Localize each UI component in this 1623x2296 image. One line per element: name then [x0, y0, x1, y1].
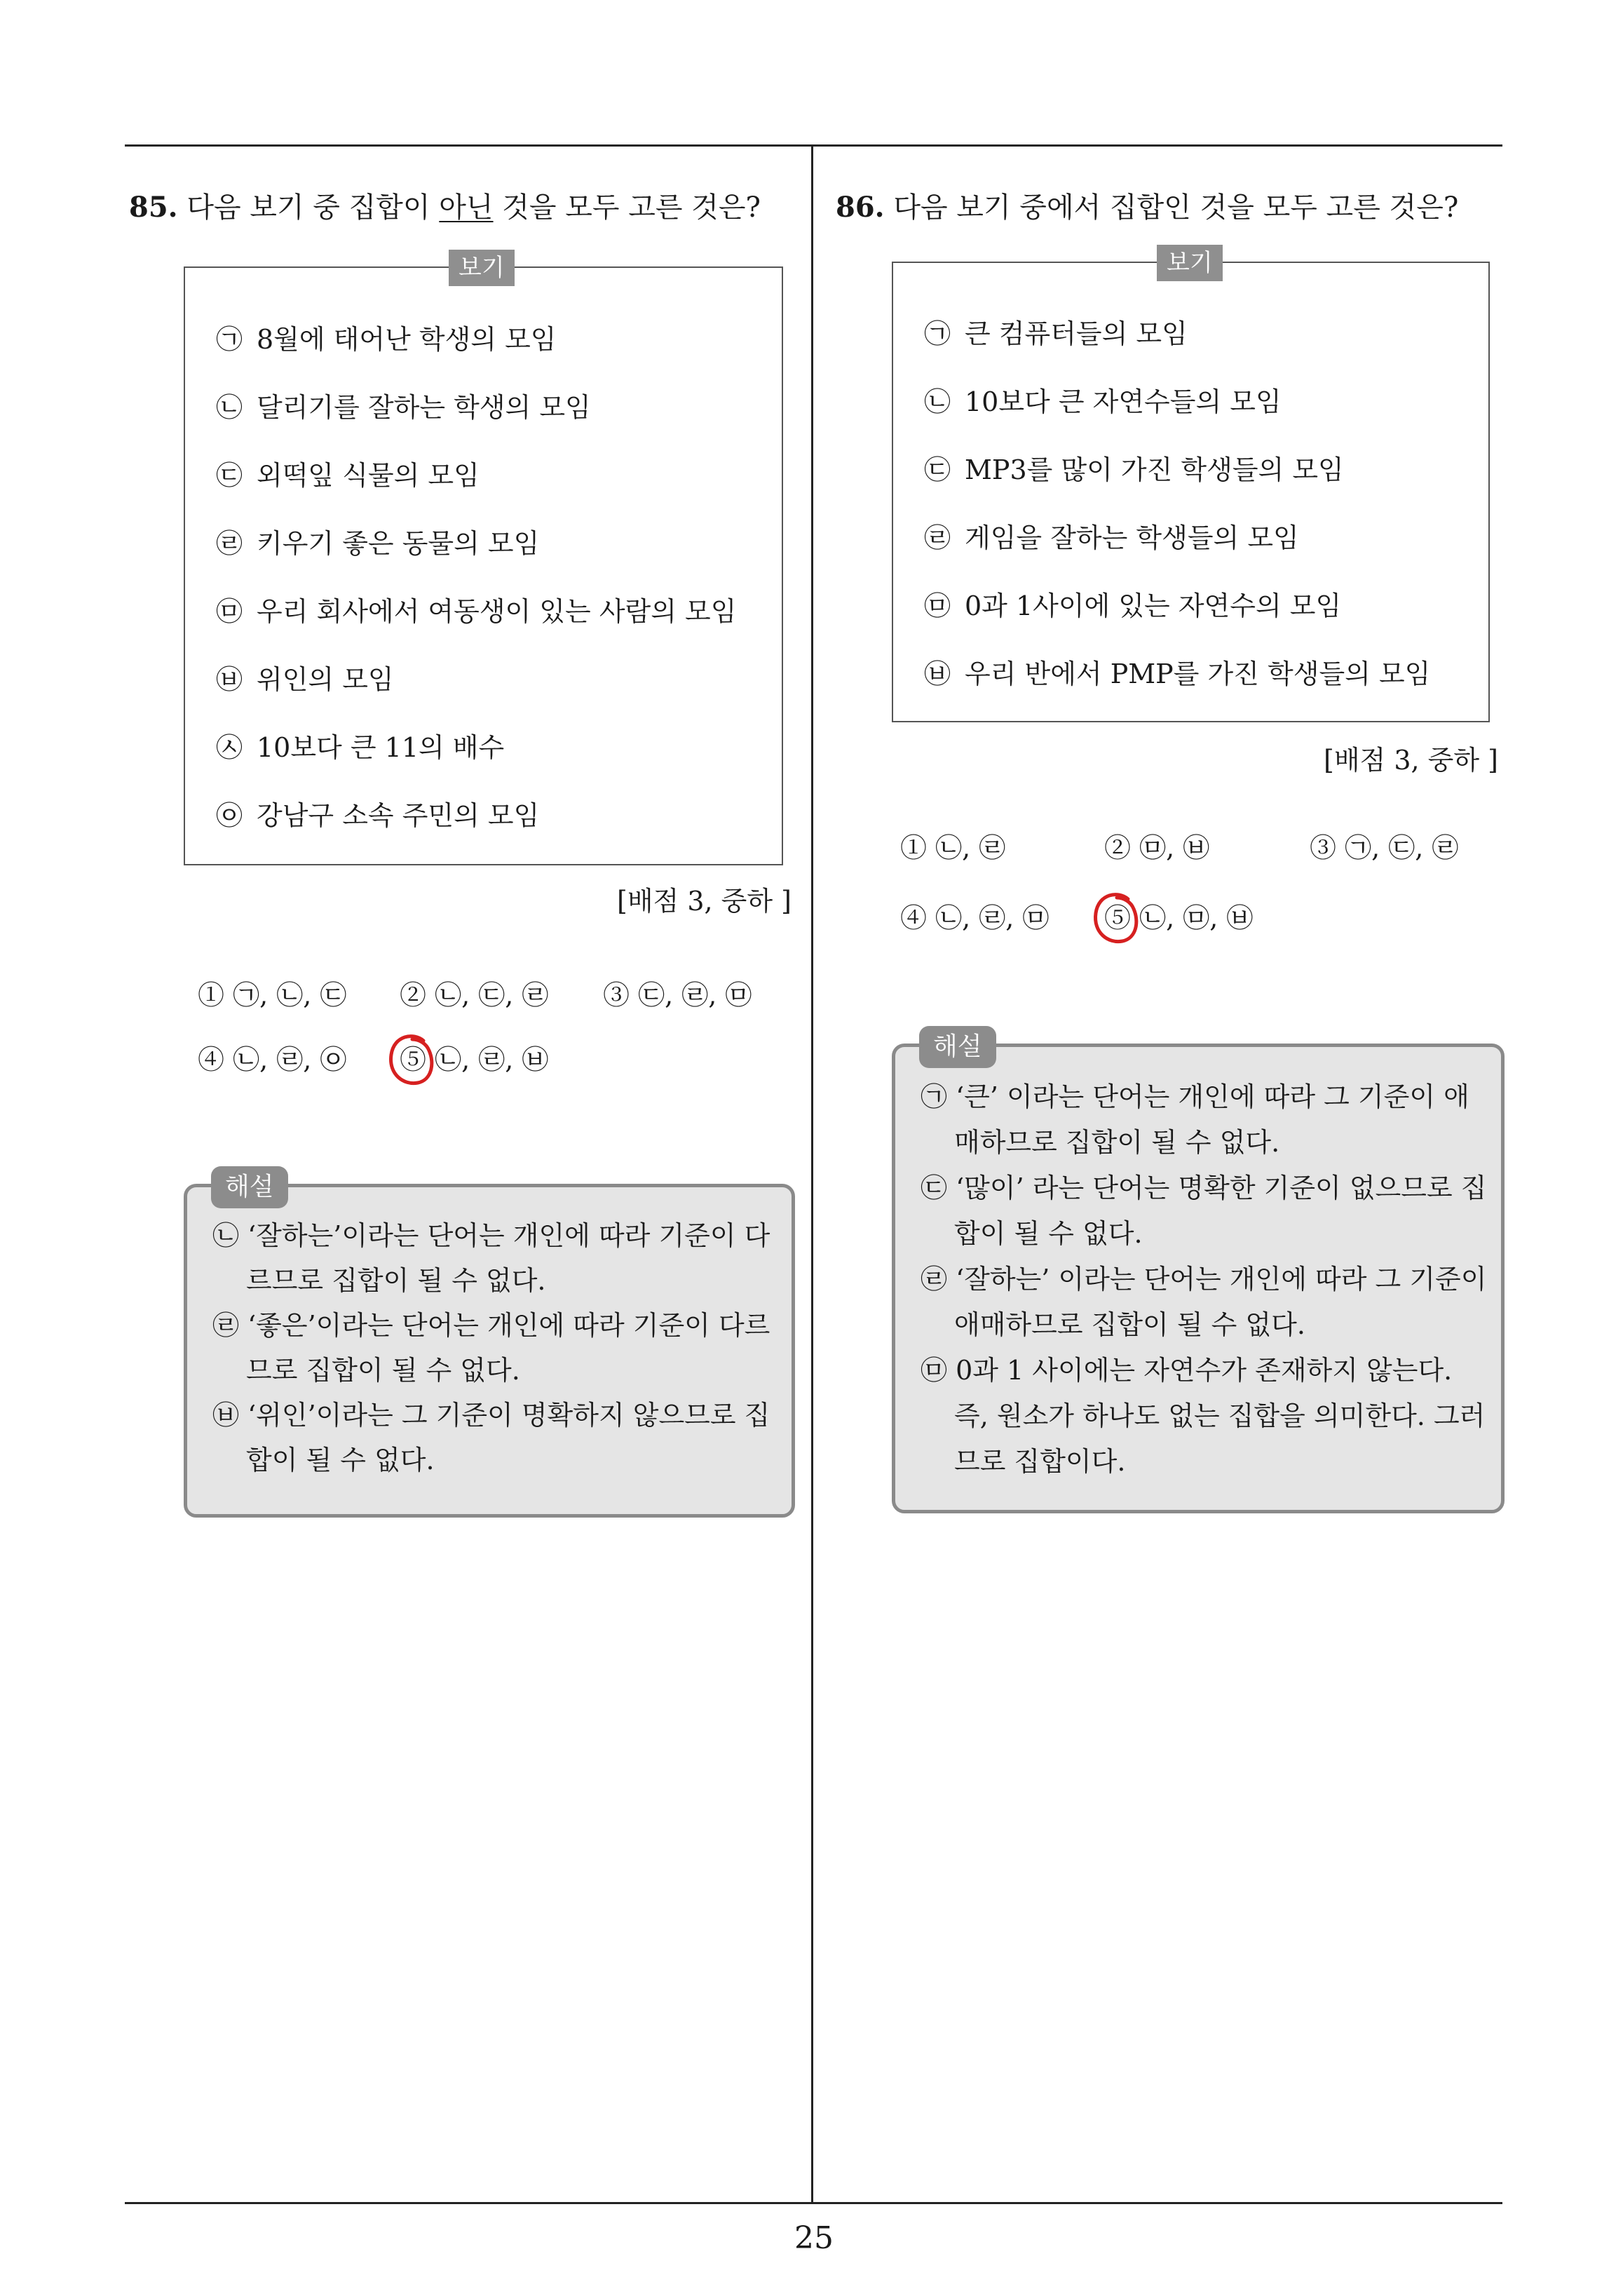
- explanation-line: ㉠ ‘큰’ 이라는 단어는 개인에 따라 그 기준이 애: [921, 1081, 1469, 1112]
- choice-text: ㉡, ㉣: [935, 832, 1006, 863]
- choice-number: ⑤: [1104, 903, 1132, 933]
- q86-choice-1[interactable]: [900, 832, 1006, 863]
- q86-bogi-label: 보기: [1157, 245, 1223, 281]
- explanation-line: ㉡ ‘잘하는’이라는 단어는 개인에 따라 기준이 다: [212, 1220, 770, 1251]
- q86-explanation-label: 해설: [919, 1026, 996, 1068]
- item-marker: ㉧: [216, 800, 243, 831]
- choice-number: ⑤: [400, 1044, 427, 1075]
- q85-score: [배점 3, 중하 ]: [617, 886, 792, 917]
- explanation-line: 므로 집합이다.: [954, 1446, 1126, 1477]
- item-text: 8월에 태어난 학생의 모임: [257, 324, 557, 355]
- explanation-line: ㉣ ‘좋은’이라는 단어는 개인에 따라 기준이 다르: [212, 1310, 770, 1341]
- q85-bogi-label: 보기: [449, 250, 515, 286]
- q85-choice-1[interactable]: [198, 980, 347, 1011]
- answer-circle-icon: [1090, 889, 1141, 947]
- top-rule: [125, 144, 1502, 147]
- q85-title: [129, 191, 761, 224]
- item-marker: ㉤: [216, 596, 243, 627]
- q86-explanation-box: [892, 1032, 1505, 1513]
- explanation-line: 애매하므로 집합이 될 수 없다.: [954, 1309, 1305, 1340]
- page-number: 25: [794, 2220, 834, 2256]
- choice-text: ㉡, ㉣, ㉤: [935, 903, 1050, 933]
- q85-choice-2[interactable]: [400, 980, 549, 1011]
- item-marker: ㉠: [216, 324, 243, 355]
- q85-explanation-label: 해설: [211, 1166, 288, 1208]
- item-text: 게임을 잘하는 학생들의 모임: [965, 522, 1299, 553]
- q86-title-text: 다음 보기 중에서 집합인 것을 모두 고른 것은?: [893, 191, 1459, 224]
- q86-choice-3[interactable]: [1310, 832, 1459, 863]
- list-item: [216, 462, 480, 489]
- item-text: 우리 회사에서 여동생이 있는 사람의 모임: [257, 596, 737, 627]
- choice-text: ㉡, ㉣, ㉧: [233, 1044, 347, 1075]
- bottom-rule: [125, 2202, 1502, 2204]
- item-marker: ㉦: [216, 732, 243, 763]
- list-item: [216, 734, 504, 761]
- choice-number: ①: [900, 832, 928, 863]
- choice-number: ②: [400, 980, 427, 1011]
- item-text: 달리기를 잘하는 학생의 모임: [257, 392, 591, 423]
- choice-text: ㉡, ㉤, ㉥: [1139, 903, 1254, 933]
- item-text: 위인의 모임: [257, 664, 394, 695]
- item-marker: ㉥: [216, 664, 243, 695]
- q86-choice-4[interactable]: [900, 905, 1049, 931]
- item-marker: ㉡: [216, 392, 243, 423]
- item-text: 큰 컴퓨터들의 모임: [965, 318, 1188, 349]
- item-marker: ㉤: [924, 590, 951, 621]
- explanation-line: 합이 될 수 없다.: [246, 1445, 435, 1475]
- item-text: 0과 1사이에 있는 자연수의 모임: [965, 590, 1342, 621]
- choice-text: ㉢, ㉣, ㉤: [638, 980, 752, 1011]
- list-item: [924, 320, 1188, 347]
- list-item: [216, 530, 539, 557]
- q85-title-pre: 다음 보기 중 집합이: [186, 191, 440, 224]
- explanation-line: ㉤ 0과 1 사이에는 자연수가 존재하지 않는다.: [921, 1355, 1453, 1386]
- explanation-line: 르므로 집합이 될 수 없다.: [246, 1265, 546, 1296]
- item-text: 키우기 좋은 동물의 모임: [257, 528, 540, 559]
- choice-text: ㉡, ㉢, ㉣: [435, 980, 549, 1011]
- item-marker: ㉢: [216, 460, 243, 491]
- choice-text: ㉠, ㉢, ㉣: [1345, 832, 1459, 863]
- explanation-line: ㉢ ‘많이’ 라는 단어는 명확한 기준이 없으므로 집: [921, 1173, 1487, 1203]
- list-item: [216, 802, 539, 829]
- q85-bogi-box: [184, 254, 783, 865]
- list-item: [924, 386, 1282, 417]
- item-marker: ㉥: [924, 659, 951, 689]
- list-item: [924, 522, 1299, 553]
- choice-number: ②: [1104, 832, 1132, 863]
- q86-score: [배점 3, 중하 ]: [1324, 745, 1498, 776]
- explanation-line: ㉥ ‘위인’이라는 그 기준이 명확하지 않으므로 집: [212, 1400, 770, 1431]
- item-marker: ㉣: [216, 528, 243, 559]
- list-item: [924, 454, 1344, 485]
- column-divider: [811, 144, 813, 2203]
- q86-number: 86.: [836, 191, 885, 224]
- list-item: [216, 666, 394, 693]
- q85-choice-4[interactable]: [198, 1046, 346, 1073]
- list-item: [216, 598, 736, 625]
- choice-number: ③: [603, 980, 630, 1011]
- item-text: 우리 반에서 PMP를 가진 학생들의 모임: [965, 659, 1431, 689]
- item-text: 10보다 큰 11의 배수: [257, 732, 505, 763]
- list-item: [924, 661, 1430, 687]
- choice-number: ④: [198, 1044, 225, 1075]
- item-marker: ㉡: [924, 386, 951, 417]
- choice-number: ③: [1310, 832, 1337, 863]
- explanation-line: 합이 될 수 없다.: [954, 1218, 1143, 1249]
- item-text: 강남구 소속 주민의 모임: [257, 800, 540, 831]
- answer-circle-icon: [386, 1031, 436, 1088]
- choice-text: ㉡, ㉣, ㉥: [435, 1044, 549, 1075]
- choice-text: ㉠, ㉡, ㉢: [233, 980, 347, 1011]
- q85-choice-3[interactable]: [603, 980, 752, 1011]
- list-item: [216, 394, 591, 421]
- explanation-line: 즉, 원소가 하나도 없는 집합을 의미한다. 그러: [954, 1400, 1486, 1431]
- item-text: 외떡잎 식물의 모임: [257, 460, 480, 491]
- item-text: MP3를 많이 가진 학생들의 모임: [965, 454, 1344, 485]
- item-marker: ㉠: [924, 318, 951, 349]
- q85-explanation-box: [184, 1173, 795, 1518]
- choice-number: ④: [900, 903, 928, 933]
- q85-number: 85.: [129, 191, 178, 224]
- q85-title-post: 것을 모두 고른 것은?: [493, 191, 761, 224]
- q85-title-emphasis: 아닌: [439, 191, 494, 224]
- choice-text: ㉤, ㉥: [1139, 832, 1210, 863]
- q86-title: [836, 191, 1459, 224]
- explanation-line: 므로 집합이 될 수 없다.: [246, 1355, 520, 1386]
- explanation-line: 매하므로 집합이 될 수 없다.: [954, 1127, 1280, 1158]
- q86-bogi-box: [892, 249, 1490, 722]
- explanation-line: ㉣ ‘잘하는’ 이라는 단어는 개인에 따라 그 기준이: [921, 1264, 1487, 1295]
- q86-choice-2[interactable]: [1104, 832, 1210, 863]
- item-marker: ㉢: [924, 454, 951, 485]
- list-item: [216, 326, 557, 353]
- list-item: [924, 590, 1342, 621]
- choice-number: ①: [198, 980, 225, 1011]
- item-text: 10보다 큰 자연수들의 모임: [965, 386, 1282, 417]
- item-marker: ㉣: [924, 522, 951, 553]
